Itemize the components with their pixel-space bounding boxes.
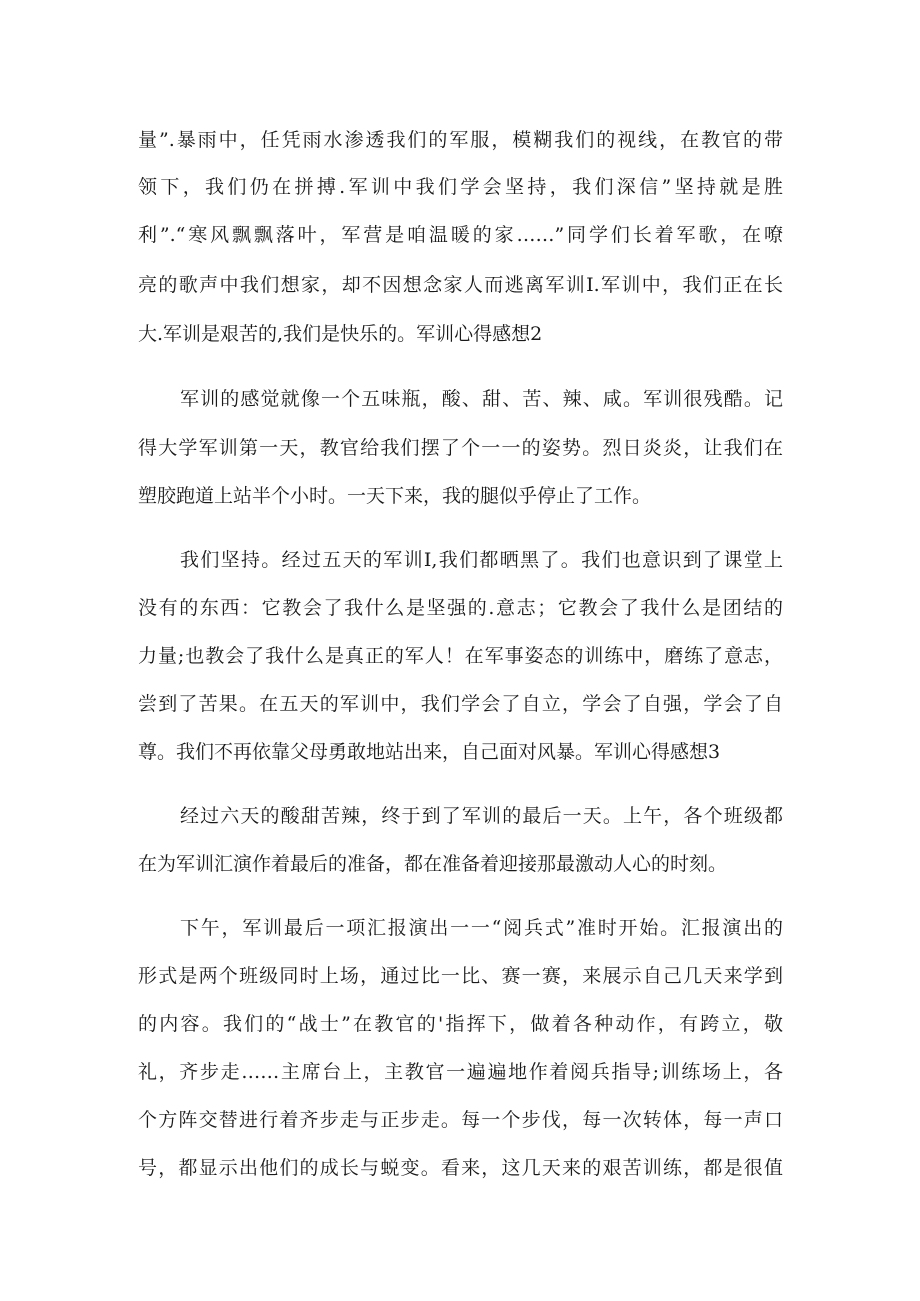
text-line: 塑胶跑道上站半个小时。一天下来，我的腿似乎停止了工作。 — [138, 485, 652, 507]
text-line: 大.军训是艰苦的,我们是快乐的。军训心得感想2 — [138, 323, 543, 345]
paragraph-first-line: 军训的感觉就像一个五味瓶，酸、甜、苦、辣、咸。军训很残酷。记 — [180, 388, 783, 410]
text-line: 形式是两个班级同时上场，通过比一比、赛一赛，来展示自己几天来学到 — [138, 965, 783, 987]
text-line: 领下，我们仍在拼搏.军训中我们学会坚持，我们深信”坚持就是胜 — [138, 176, 783, 198]
text-line: 礼，齐步走……主席台上，主教官一遍遍地作着阅兵指导;训练场上，各 — [138, 1061, 783, 1083]
text-line: 没有的东西：它教会了我什么是坚强的.意志；它教会了我什么是团结的 — [138, 597, 783, 619]
text-line: 量”.暴雨中，任凭雨水渗透我们的军服，模糊我们的视线，在教官的带 — [138, 129, 783, 151]
text-line: 尊。我们不再依靠父母勇敢地站出来，自己面对风暴。军训心得感想3 — [138, 741, 721, 763]
text-line: 力量;也教会了我什么是真正的军人！在军事姿态的训练中，磨练了意志， — [138, 645, 783, 667]
text-line: 个方阵交替进行着齐步走与正步走。每一个步伐，每一次转体，每一声口 — [138, 1109, 783, 1131]
text-line: 号，都显示出他们的成长与蜕变。看来，这几天来的艰苦训练，都是很值 — [138, 1157, 783, 1179]
paragraph-first-line: 经过六天的酸甜苦辣，终于到了军训的最后一天。上午，各个班级都 — [180, 805, 783, 827]
text-line: 得大学军训第一天，教官给我们摆了个一一的姿势。烈日炎炎，让我们在 — [138, 437, 783, 459]
text-line: 尝到了苦果。在五天的军训中，我们学会了自立，学会了自强，学会了自 — [138, 693, 783, 715]
text-line: 利”.“寒风飘飘落叶，军营是咱温暖的家……”同学们长着军歌，在嘹 — [138, 224, 783, 246]
paragraph-first-line: 我们坚持。经过五天的军训I,我们都晒黑了。我们也意识到了课堂上 — [180, 549, 783, 571]
paragraph-first-line: 下午，军训最后一项汇报演出一一“阅兵式”准时开始。汇报演出的 — [180, 917, 783, 939]
text-line: 的内容。我们的“战士”在教官的'指挥下，做着各种动作，有跨立，敬 — [138, 1013, 783, 1035]
text-line: 在为军训汇演作着最后的准备，都在准备着迎接那最激动人心的时刻。 — [138, 853, 728, 875]
text-line: 亮的歌声中我们想家，却不因想念家人而逃离军训I.军训中，我们正在长 — [138, 274, 783, 296]
